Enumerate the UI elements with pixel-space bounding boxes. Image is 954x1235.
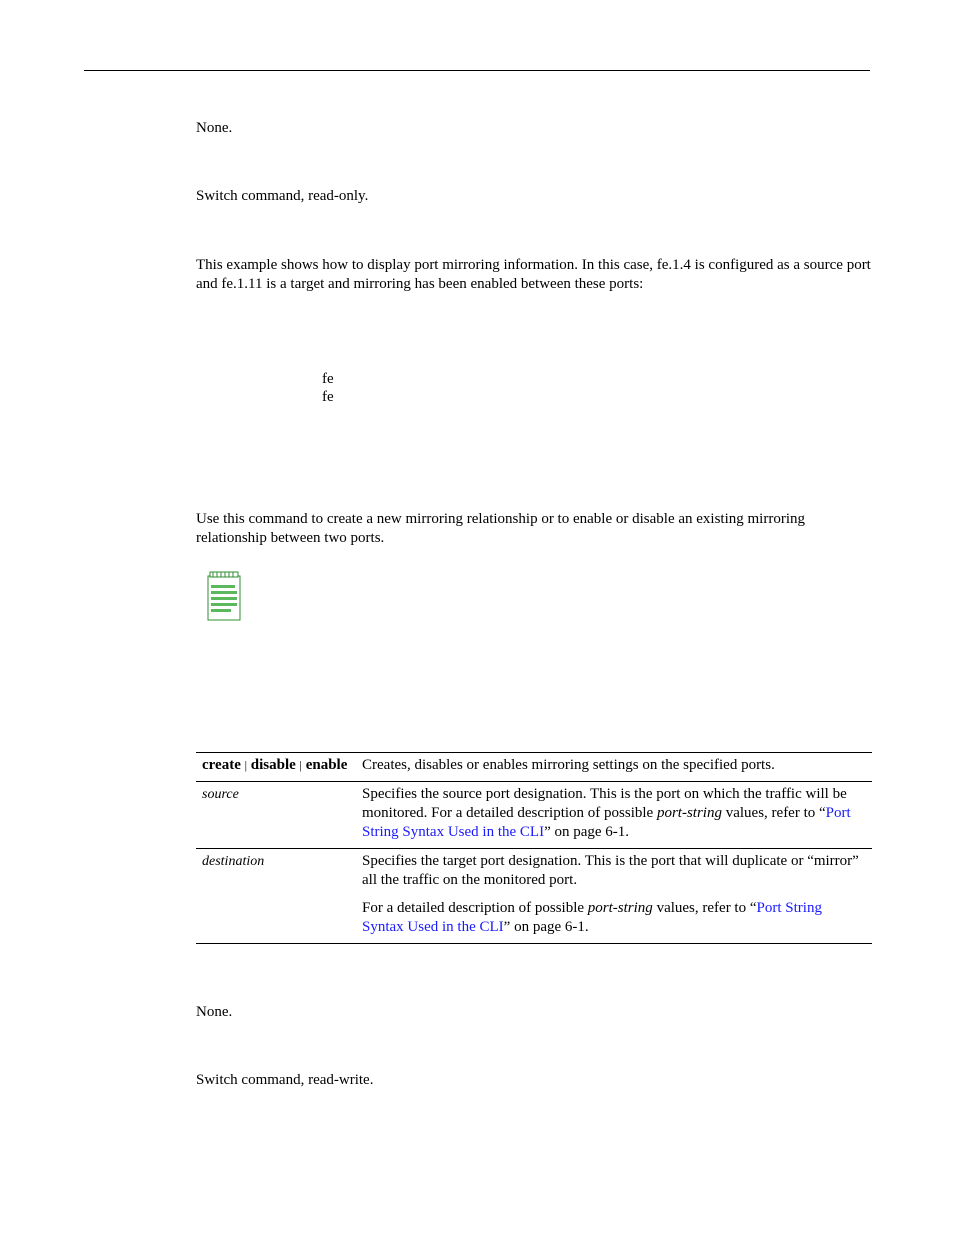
output-line-2: fe	[322, 389, 334, 405]
param-destination: destination	[202, 854, 265, 869]
param-desc-text: ” on page 6-1.	[544, 824, 630, 840]
parameters-table	[196, 752, 872, 944]
port-string-syntax-link[interactable]: Port String Syntax Used in the CLI	[362, 805, 851, 840]
param-desc-italic: port-string	[656, 805, 722, 821]
param-desc-italic: port-string	[587, 900, 653, 916]
note-icon	[207, 571, 241, 621]
port-string-syntax-link[interactable]: Port String Syntax Used in the CLI	[362, 900, 822, 935]
param-desc-cell	[356, 782, 872, 849]
param-separator: |	[244, 758, 248, 772]
param-enable: enable	[305, 757, 348, 773]
param-desc-cell	[356, 849, 872, 944]
output-line-1: fe	[322, 371, 334, 387]
defaults-text: None.	[196, 1004, 233, 1020]
param-desc: Creates, disables or enables mirroring settings on the specified ports.	[362, 757, 775, 773]
param-desc-paragraph	[362, 899, 866, 937]
param-desc-text: values, refer to “	[721, 805, 826, 821]
example-text: This example shows how to display port mirroring information. In this case, fe.1.4 is configured as a source port and fe.1.11 is a target and mirroring has been enabled between these ports:	[196, 257, 871, 292]
param-name-cell	[196, 849, 356, 944]
command-description: Use this command to create a new mirroring relationship or to enable or disable an existing mirroring relationship between two ports.	[196, 511, 805, 546]
param-desc-text: Specifies the source port designation. This is the port on which the traffic will be monitored. For a detailed description of possible	[362, 786, 847, 821]
param-desc-text: For a detailed description of possible	[362, 900, 588, 916]
param-desc-text: ” on page 6-1.	[503, 919, 589, 935]
param-desc-text: values, refer to “	[652, 900, 757, 916]
table-row	[196, 782, 872, 849]
param-separator: |	[299, 758, 302, 772]
param-name-cell	[196, 753, 356, 782]
param-disable: disable	[250, 757, 296, 773]
param-create: create	[202, 757, 241, 773]
param-desc-cell	[356, 753, 872, 782]
param-name-cell	[196, 782, 356, 849]
table-row	[196, 849, 872, 944]
param-desc: Specifies the target port designation. This is the port that will duplicate or “mirror” all the traffic on the monitored port.	[362, 853, 859, 888]
defaults-text: None.	[196, 120, 233, 136]
mode-text: Switch command, read-only.	[196, 188, 369, 204]
header-rule	[84, 70, 870, 71]
param-source: source	[202, 787, 239, 802]
table-row	[196, 753, 872, 782]
mode-text: Switch command, read-write.	[196, 1072, 374, 1088]
